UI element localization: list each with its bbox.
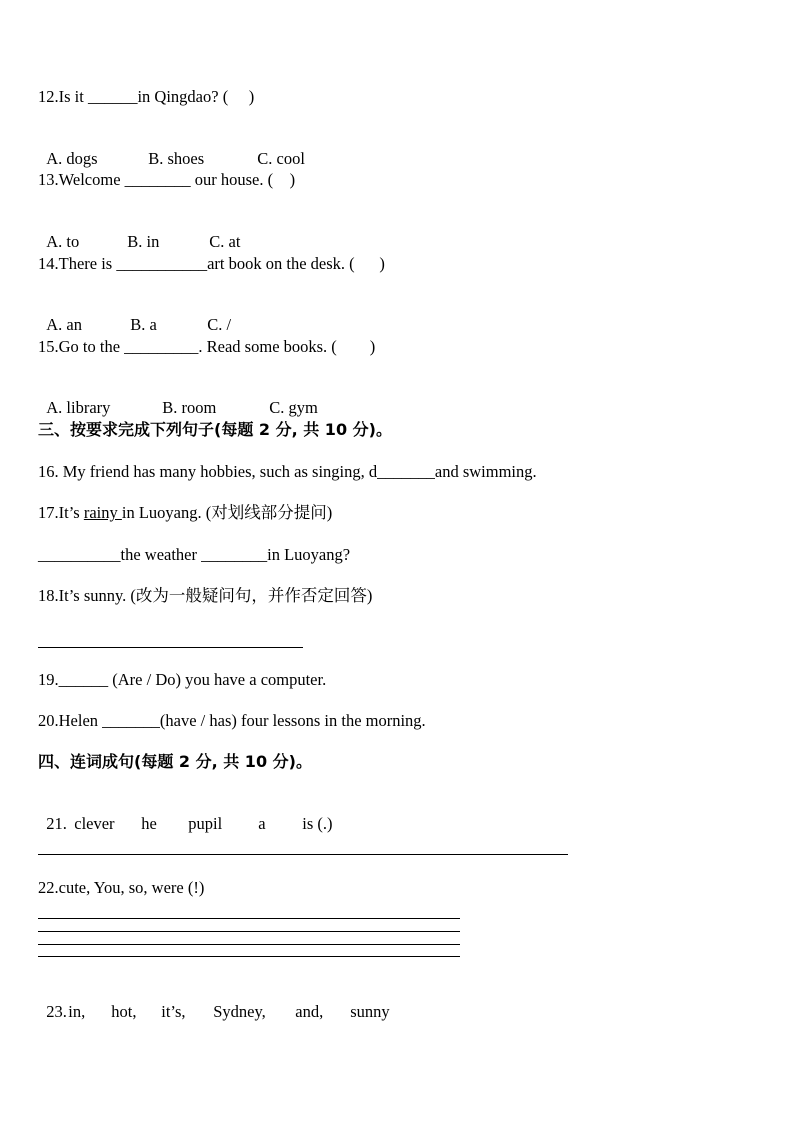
q13-options bbox=[38, 212, 240, 252]
q12-option-c: C. cool bbox=[257, 149, 305, 168]
q22-answer-rule bbox=[38, 931, 460, 932]
q22-answer-rule bbox=[38, 918, 460, 919]
q15-option-c: C. gym bbox=[269, 398, 318, 417]
q22-text: 22.cute, You, so, were (!) bbox=[38, 878, 205, 897]
q14-options bbox=[38, 295, 231, 335]
q14-option-a: A. an bbox=[46, 315, 82, 334]
q21-word: he bbox=[141, 814, 157, 833]
q12-stem: 12.Is it ______in Qingdao? ( ) bbox=[38, 87, 255, 106]
q13-option-b: B. in bbox=[127, 232, 160, 251]
section-4-heading: 四、连词成句(每题 2 分, 共 10 分)。 bbox=[38, 752, 312, 771]
q15-option-b: B. room bbox=[162, 398, 217, 417]
q14-option-c: C. / bbox=[207, 315, 232, 334]
q17-pre: 17.It’s bbox=[38, 503, 84, 522]
q19-text: 19.______ (Are / Do) you have a computer. bbox=[38, 670, 327, 689]
q23-word: in, bbox=[68, 1002, 86, 1021]
q22-answer-rule bbox=[38, 956, 460, 957]
q16-text: 16. My friend has many hobbies, such as singing, d_______and swimming. bbox=[38, 462, 537, 481]
section-3-heading: 三、按要求完成下列句子(每题 2 分, 共 10 分)。 bbox=[38, 420, 392, 439]
q17-underlined-word: rainy bbox=[83, 503, 122, 522]
q21-number: 21. bbox=[46, 814, 67, 833]
q22-answer-rule bbox=[38, 944, 460, 945]
q18-answer-rule bbox=[38, 647, 303, 648]
q23-text bbox=[38, 982, 390, 1022]
q23-number: 23. bbox=[46, 1002, 67, 1021]
q23-word: hot, bbox=[111, 1002, 137, 1021]
q14-stem: 14.There is ___________art book on the desk. ( ) bbox=[38, 254, 385, 273]
q12-options bbox=[38, 129, 305, 169]
q17-post: in Luoyang. (对划线部分提问) bbox=[121, 503, 333, 522]
q12-option-a: A. dogs bbox=[46, 149, 98, 168]
q15-options bbox=[38, 378, 318, 418]
q23-word: and, bbox=[295, 1002, 324, 1021]
q15-stem: 15.Go to the _________. Read some books. ( ) bbox=[38, 337, 376, 356]
q21-word: pupil bbox=[188, 814, 223, 833]
q13-stem: 13.Welcome ________ our house. ( ) bbox=[38, 170, 296, 189]
q20-text: 20.Helen _______(have / has) four lessons in the morning. bbox=[38, 711, 426, 730]
q21-text bbox=[38, 794, 333, 834]
q15-option-a: A. library bbox=[46, 398, 111, 417]
q21-word: a bbox=[258, 814, 266, 833]
q14-option-b: B. a bbox=[130, 315, 157, 334]
q23-word: sunny bbox=[350, 1002, 390, 1021]
q17-answer-line: __________the weather ________in Luoyang? bbox=[38, 545, 351, 564]
q12-option-b: B. shoes bbox=[148, 149, 205, 168]
q18-text: 18.It’s sunny. (改为一般疑问句，并作否定回答) bbox=[38, 586, 373, 605]
q17-text bbox=[38, 503, 332, 523]
q23-word: it’s, bbox=[161, 1002, 186, 1021]
q13-option-a: A. to bbox=[46, 232, 80, 251]
q21-word: is (.) bbox=[302, 814, 333, 833]
q13-option-c: C. at bbox=[209, 232, 241, 251]
q23-word: Sydney, bbox=[213, 1002, 266, 1021]
q21-answer-rule bbox=[38, 854, 568, 855]
q21-word: clever bbox=[74, 814, 115, 833]
